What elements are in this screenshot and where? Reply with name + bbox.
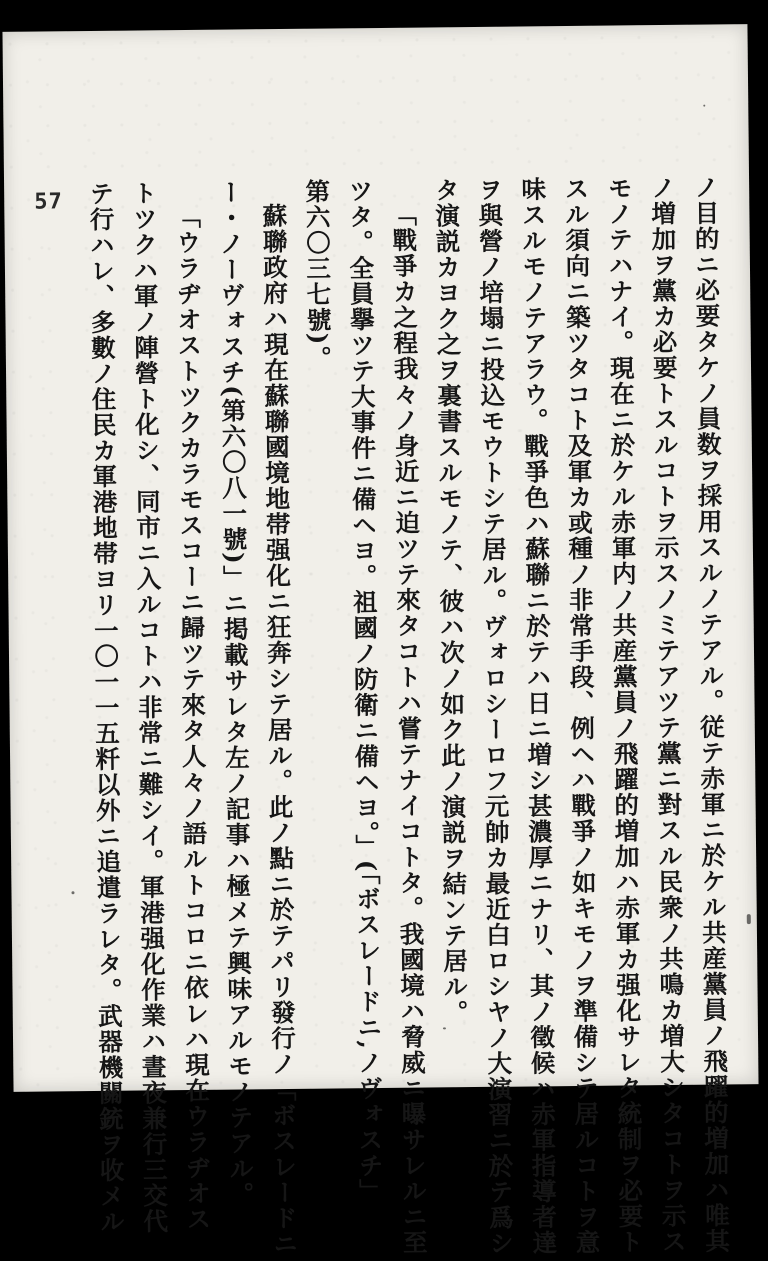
text-column-4: スル須向ニ築ツタコト及軍カ或種ノ非常手段、例ヘハ戰爭ノ如キモノヲ準備シテ居ルコトヲ意 — [561, 175, 602, 1256]
document-page — [2, 24, 758, 1257]
text-column-2: ノ増加ヲ黨カ必要トスルコトヲ示スノミテアツテ黨ニ對スル民衆ノ共鳴カ増大シタコトヲ示ス — [647, 174, 689, 1255]
paper-speck — [703, 105, 705, 107]
text-column-9: ツタ。全員擧ツテ大事件ニ備ヘヨ。祖國ノ防衛ニ備ヘヨ。」(「ボスレードニ,ノヴォスチ」 — [345, 178, 386, 1205]
text-column-5: 味スルモノテアラウ。戰爭色ハ蘇聯ニ於テハ日ニ増シ甚濃厚ニナリ、其ノ徵候ハ赤軍指導者達 — [518, 176, 559, 1256]
text-column-3: モノテハナイ。現在ニ於ケル赤軍内ノ共産黨員ノ飛躍的増加ハ赤軍カ强化サレタ統制ヲ必要ト — [604, 175, 645, 1255]
vertical-body-text — [86, 174, 736, 1257]
text-column-7: タ演説カヨク之ヲ裏書スルモノテ、彼ハ次ノ如ク此ノ演説ヲ結ンテ居ル。 — [431, 177, 470, 1026]
paper-speck — [747, 914, 751, 924]
text-column-10: 第六〇三七號)。 — [302, 178, 334, 372]
text-column-14: トツクハ軍ノ陣營ト化シ、同市ニ入ルコトハ非常ニ難シイ。軍港强化作業ハ晝夜兼行三交代 — [129, 180, 170, 1235]
text-column-1: ノ目的ニ必要タケノ員数ヲ採用スルノテアル。従テ赤軍ニ於ケル共産黨員ノ飛躍的増加ハ唯其 — [691, 174, 732, 1255]
paper-speck — [71, 891, 74, 894]
text-column-11: 蘇聯政府ハ現在蘇聯國境地帯强化ニ狂奔シテ居ル。此ノ點ニ於テパリ發行ノ「ボスレードニ — [259, 202, 300, 1257]
text-column-13: 「ウラヂオストツクカラモスコーニ歸ツテ來タ人々ノ語ルトコロニ依レハ現在ウラヂオス — [172, 203, 213, 1233]
text-column-15: テ行ハレ、多數ノ住民カ軍港地帯ヨリ一〇一一五粁以外ニ追遣ラレタ。武器機關銃ヲ收メル — [86, 180, 127, 1235]
text-column-8: 「戰爭カ之程我々ノ身近ニ迫ツテ來タコトハ嘗テナイコトタ。我國境ハ脅威ニ曝サレルニ至 — [388, 201, 429, 1256]
text-column-6: ヲ與營ノ培塌ニ投込モウトシテ居ル。ヴォロシーロフ元帥カ最近白ロシヤノ大演習ニ於テ爲シ — [474, 176, 516, 1257]
paper-speck — [443, 1027, 446, 1029]
text-column-12: ー・ノーヴォスチ(第六〇八一號)」ニ掲載サレタ左ノ記事ハ極メテ興味アルモノテアル。 — [215, 179, 256, 1208]
page-number: 57 — [34, 189, 63, 215]
